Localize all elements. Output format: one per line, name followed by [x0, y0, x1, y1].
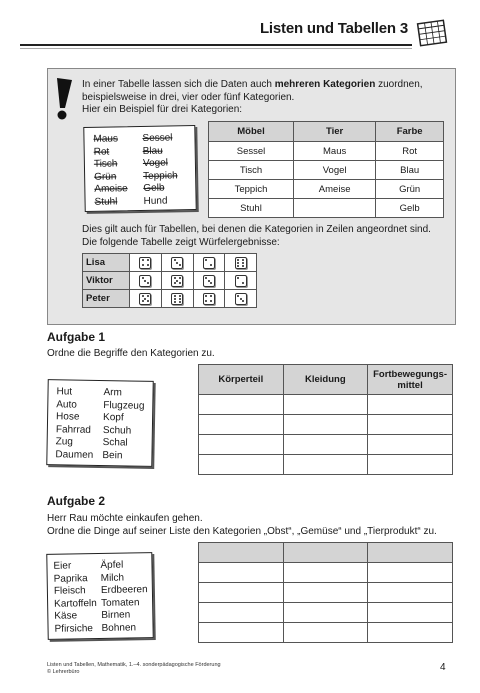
dice-player-name: Lisa [83, 254, 130, 272]
task1-word: Auto [56, 398, 77, 411]
example-table-cell: Stuhl [209, 199, 294, 218]
table-icon [415, 16, 449, 50]
page-title: Listen und Tabellen 3 [259, 20, 408, 37]
example-header-cell: Möbel [209, 122, 294, 142]
task1-answer-row [199, 395, 453, 415]
task1-answer-row [199, 435, 453, 455]
exclamation-icon [52, 77, 74, 121]
die-face-5-icon [139, 293, 151, 305]
task2-header-2 [283, 543, 368, 563]
title-rule [20, 44, 412, 46]
task2-instruction-1: Herr Rau möchte einkaufen gehen. [47, 513, 203, 524]
task2-word: Erdbeeren [100, 584, 148, 596]
dice-cell [161, 254, 193, 272]
task2-word: Tomaten [101, 596, 140, 609]
task1-word: Fahrrad [55, 423, 91, 436]
example-table-row [209, 199, 444, 218]
example-table-cell [293, 199, 375, 218]
die-face-6-icon [171, 293, 183, 305]
task2-word-card [46, 552, 153, 640]
die-face-3-icon [139, 275, 151, 287]
task2-word: Kartoffeln [54, 597, 97, 610]
dice-row [83, 290, 257, 308]
task2-answer-table [198, 542, 453, 643]
task1-word-card [46, 379, 153, 467]
example-word: Ameise [94, 183, 128, 195]
dice-cell [130, 290, 162, 308]
example-word: Blau [142, 145, 163, 157]
task1-header-fortbewegungsmittel: Fortbewegungs- mittel [368, 365, 453, 395]
example-table-cell: Blau [376, 161, 444, 180]
task2-instruction [47, 513, 457, 538]
page-number: 4 [440, 662, 446, 673]
dice-player-name: Viktor [83, 272, 130, 290]
task2-word: Eier [53, 560, 72, 572]
task1-answer-table [198, 364, 453, 475]
task2-word: Pfirsiche [54, 622, 94, 635]
dice-cell [130, 272, 162, 290]
dice-cell [193, 254, 225, 272]
example-word: Grün [94, 170, 117, 183]
task2-answer-cell[interactable] [283, 623, 368, 643]
task2-answer-cell[interactable] [368, 563, 453, 583]
task1-answer-cell[interactable] [283, 415, 368, 435]
die-face-4-icon [139, 257, 151, 269]
task1-answer-row [199, 415, 453, 435]
dice-cell [193, 290, 225, 308]
example-word: Vogel [142, 157, 169, 169]
task1-word: Hut [56, 386, 73, 398]
task1-word: Arm [103, 387, 122, 399]
task1-answer-cell[interactable] [368, 415, 453, 435]
task2-word-row [54, 622, 150, 636]
die-face-3-icon [171, 257, 183, 269]
task2-word: Milch [100, 572, 125, 584]
task1-word: Zug [55, 436, 73, 448]
example-word: Gelb [143, 182, 165, 194]
example-word: Sessel [142, 132, 173, 144]
task2-header-3 [368, 543, 453, 563]
task1-answer-cell[interactable] [199, 435, 284, 455]
task1-title: Aufgabe 1 [47, 330, 106, 344]
die-face-5-icon [171, 275, 183, 287]
example-word: Teppich [143, 169, 178, 182]
example-table-cell: Rot [376, 142, 444, 161]
dice-cell [193, 272, 225, 290]
example-table-cell: Sessel [209, 142, 294, 161]
task1-answer-cell[interactable] [368, 395, 453, 415]
example-word: Maus [93, 133, 119, 145]
example-word-row [94, 195, 192, 209]
info-line-1: In einer Tabelle lassen sich die Daten auch mehreren Kategorien zuordnen, [82, 79, 423, 90]
example-header-cell: Farbe [376, 122, 444, 142]
example-word-card [83, 125, 196, 212]
die-face-4-icon [203, 293, 215, 305]
task1-answer-cell[interactable] [283, 455, 368, 475]
title-rule-thin [20, 48, 412, 49]
task2-answer-cell[interactable] [368, 623, 453, 643]
task2-answer-row [199, 603, 453, 623]
task2-answer-cell[interactable] [199, 623, 284, 643]
task1-instruction: Ordne die Begriffe den Kategorien zu. [47, 348, 215, 359]
example-table-cell: Maus [293, 142, 375, 161]
dice-row [83, 254, 257, 272]
dice-cell [225, 272, 257, 290]
task2-word: Äpfel [100, 559, 124, 571]
task2-word: Käse [54, 610, 78, 622]
dice-cell [161, 272, 193, 290]
info-line-5: Die folgende Tabelle zeigt Würfelergebnisse: [82, 236, 280, 248]
example-word: Rot [93, 146, 110, 158]
task2-answer-cell[interactable] [368, 603, 453, 623]
example-table-cell: Gelb [376, 199, 444, 218]
example-word: Tisch [93, 158, 118, 170]
info-line-3: Hier ein Beispiel für drei Kategorien: [82, 104, 243, 115]
task2-answer-cell[interactable] [283, 583, 368, 603]
example-category-table [208, 121, 444, 218]
task2-answer-cell[interactable] [199, 563, 284, 583]
task1-answer-cell[interactable] [368, 435, 453, 455]
die-face-3-icon [203, 275, 215, 287]
task1-word: Schuh [102, 424, 132, 437]
task1-word: Schal [102, 437, 128, 449]
task1-word: Hose [56, 411, 80, 423]
dice-row [83, 272, 257, 290]
info-intro [82, 79, 452, 117]
task1-word: Daumen [55, 448, 94, 461]
task1-word: Flugzeug [103, 399, 145, 412]
task2-title: Aufgabe 2 [47, 494, 106, 508]
dice-results-table [82, 253, 257, 308]
footer-line-1: Listen und Tabellen, Mathematik, 1.–4. sonderpädagogische Förderung [47, 662, 221, 668]
task2-word: Fleisch [53, 585, 86, 597]
dice-player-name: Peter [83, 290, 130, 308]
info-rows [82, 224, 452, 249]
die-face-3-icon [235, 293, 247, 305]
die-face-2-icon [203, 257, 215, 269]
example-word: Hund [143, 195, 168, 207]
example-table-cell: Teppich [209, 180, 294, 199]
task2-answer-cell[interactable] [283, 603, 368, 623]
footer-credits [47, 662, 221, 676]
task2-header-1 [199, 543, 284, 563]
example-table-row [209, 142, 444, 161]
dice-cell [130, 254, 162, 272]
example-table-row [209, 161, 444, 180]
task1-header-koerperteil: Körperteil [199, 365, 284, 395]
task1-answer-cell[interactable] [199, 395, 284, 415]
task1-answer-cell[interactable] [368, 455, 453, 475]
task2-word: Bohnen [101, 621, 137, 634]
task2-answer-cell[interactable] [199, 603, 284, 623]
task1-answer-cell[interactable] [283, 395, 368, 415]
task1-answer-row [199, 455, 453, 475]
task2-answer-cell[interactable] [199, 583, 284, 603]
footer-line-2: © Lehrerbüro [47, 669, 80, 675]
example-table-row [209, 180, 444, 199]
task2-word: Paprika [53, 572, 88, 585]
example-table-cell: Tisch [209, 161, 294, 180]
task2-answer-row [199, 623, 453, 643]
die-face-6-icon [235, 257, 247, 269]
task1-word-row [55, 449, 149, 463]
die-face-2-icon [235, 275, 247, 287]
example-table-cell: Vogel [293, 161, 375, 180]
dice-cell [161, 290, 193, 308]
task1-header-kleidung: Kleidung [283, 365, 368, 395]
task2-answer-row [199, 583, 453, 603]
task2-answer-cell[interactable] [283, 563, 368, 583]
task2-answer-cell[interactable] [368, 583, 453, 603]
task1-word: Bein [102, 449, 123, 461]
task1-answer-cell[interactable] [199, 455, 284, 475]
example-word: Stuhl [94, 195, 118, 208]
example-header-cell: Tier [293, 122, 375, 142]
task1-answer-cell[interactable] [283, 435, 368, 455]
info-line-4: Dies gilt auch für Tabellen, bei denen die Kategorien in Zeilen angeordnet sind. [82, 224, 431, 235]
task1-answer-cell[interactable] [199, 415, 284, 435]
task2-answer-row [199, 563, 453, 583]
info-line-2: beispielsweise in drei, vier oder fünf Kategorien. [82, 91, 295, 103]
dice-cell [225, 254, 257, 272]
example-table-cell: Grün [376, 180, 444, 199]
task2-instruction-2: Ordne die Dinge auf seiner Liste den Kategorien „Obst“, „Gemüse“ und „Tierprodukt“ zu. [47, 525, 437, 537]
example-table-cell: Ameise [293, 180, 375, 199]
task2-word: Birnen [101, 609, 131, 621]
dice-cell [225, 290, 257, 308]
task1-word: Kopf [102, 412, 124, 424]
